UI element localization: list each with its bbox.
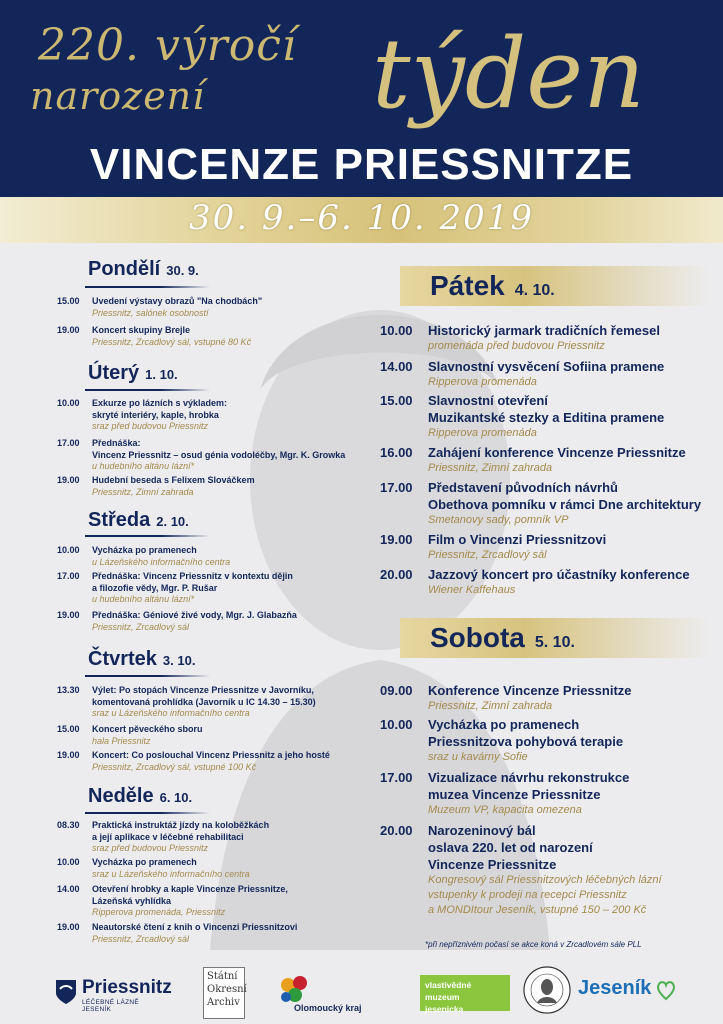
- event-title: Vincenz Priessnitz – osud génia vodoléčby, Mgr. K. Growka: [92, 449, 346, 460]
- event-title: Obethova pomníku v rámci Dne architektury: [428, 497, 702, 512]
- event-body: [92, 857, 250, 880]
- jesenik-heart-icon: [656, 979, 676, 1001]
- day-underline: [85, 812, 210, 814]
- museum-logo-line2: jesenicka: [425, 1004, 464, 1014]
- event-place: Priessnitz, Zrcadlový sál: [92, 621, 190, 632]
- event-time: 19.00: [57, 475, 80, 485]
- event-title: Slavnostní otevření: [428, 393, 548, 408]
- event-title: Otevření hrobky a kaple Vincenze Priessnitze,: [92, 884, 288, 894]
- big-day-date: 5. 10.: [534, 634, 575, 651]
- event-time: 15.00: [57, 296, 80, 306]
- day-date: 3. 10.: [162, 653, 196, 668]
- event-body: [92, 685, 316, 720]
- event-time: 20.00: [380, 567, 413, 582]
- event-title: Vycházka po pramenech: [428, 717, 580, 732]
- day-header: [88, 648, 195, 671]
- day-date: 1. 10.: [145, 367, 178, 382]
- event-body: [92, 438, 345, 473]
- event-time: 16.00: [380, 445, 413, 460]
- event-body: [92, 820, 269, 855]
- event-title: Hudební beseda s Felixem Slováčkem: [92, 475, 255, 485]
- day-name: Úterý: [88, 362, 140, 384]
- event-place: Priessnitz, Zimní zahrada: [428, 700, 553, 712]
- event-place: sraz před budovou Priessnitz: [92, 421, 209, 431]
- page-title: VINCENZE PRIESSNITZE: [89, 140, 634, 189]
- event-time: 19.00: [57, 750, 80, 760]
- event-place: u hudebního altánu lázní*: [92, 461, 195, 471]
- event-title: Přednáška: Vincenz Priessnitz v kontextu dějin: [92, 571, 293, 581]
- archive-logo: [203, 967, 245, 1019]
- event-body: [428, 479, 701, 528]
- event-body: [428, 769, 629, 818]
- event-time: 20.00: [380, 823, 413, 838]
- event-title: Film o Vincenzi Priessnitzovi: [428, 532, 607, 547]
- event-place: vstupenky k prodeji na recepci Priessnitz: [428, 889, 627, 901]
- archive-logo-line2: Okresní: [207, 984, 247, 995]
- event-time: 14.00: [57, 884, 80, 894]
- event-place: Priessnitz, Zrcadlový sál: [92, 933, 190, 944]
- big-day-name: Sobota: [430, 622, 525, 653]
- day-header: [88, 258, 199, 281]
- event-place: Priessnitz, Zrcadlový sál: [428, 549, 547, 561]
- event-time: 10.00: [57, 398, 80, 408]
- priessnitz-shield-icon: [55, 979, 77, 1005]
- event-time: 19.00: [57, 922, 80, 932]
- event-place: Kongresový sál Priessnitzových léčebných lázní: [428, 874, 662, 886]
- event-place: Priessnitz, Zrcadlový sál, vstupné 100 Kč: [92, 761, 257, 772]
- priessnitz-logo: [55, 977, 170, 1017]
- event-title: Priessnitzova pohybová terapie: [428, 734, 624, 749]
- event-time: 10.00: [380, 717, 413, 732]
- big-day-header: [400, 266, 710, 306]
- event-body: [428, 358, 664, 390]
- event-place: Wiener Kaffehaus: [428, 584, 516, 596]
- event-place: a MONDItour Jeseník, vstupné 150 – 200 Kč: [428, 904, 647, 916]
- day-header: [88, 785, 192, 808]
- event-title: komentovaná prohlídka (Javorník u IC 14.30 – 15.30): [92, 696, 316, 707]
- event-title: Koncert: Co poslouchal Vincenz Priessnitz a jeho hosté: [92, 750, 330, 760]
- day-date: 30. 9.: [166, 263, 199, 278]
- event-title: Historický jarmark tradičních řemesel: [428, 323, 660, 338]
- event-body: [92, 296, 262, 319]
- event-place: Ripperova promenáda: [428, 376, 537, 388]
- event-body: [92, 571, 293, 606]
- event-body: [92, 750, 330, 773]
- day-underline: [85, 286, 210, 288]
- event-title: Vizualizace návrhu rekonstrukce: [428, 770, 630, 785]
- olomoucky-kraj-logo: [278, 975, 378, 1015]
- event-body: [428, 444, 686, 476]
- event-title: Zahájení konference Vincenze Priessnitze: [428, 445, 686, 460]
- header-birth-line: narození: [30, 74, 206, 118]
- event-place: sraz u Lázeňského informačního centra: [92, 868, 250, 879]
- event-title: skryté interiéry, kaple, hrobka: [92, 409, 219, 420]
- event-title: Slavnostní vysvěcení Sofiina pramene: [428, 359, 665, 374]
- event-time: 15.00: [380, 393, 413, 408]
- event-time: 10.00: [380, 323, 413, 338]
- event-body: [428, 322, 660, 354]
- event-body: [428, 682, 632, 714]
- event-body: [428, 531, 606, 563]
- partner-logos: [0, 955, 723, 1024]
- event-body: [92, 922, 297, 945]
- event-body: [92, 475, 255, 498]
- event-title: Přednáška:: [92, 438, 141, 448]
- jesenik-logo-name: Jeseník: [578, 977, 652, 999]
- day-underline: [85, 535, 210, 537]
- event-body: [428, 822, 662, 918]
- priessnitz-logo-subtitle: LÉČEBNÉ LÁZNĚ JESENÍK: [82, 999, 140, 1013]
- event-body: [92, 610, 297, 633]
- event-title: Koncert skupiny Brejle: [92, 325, 191, 335]
- event-title: Koncert pěveckého sboru: [92, 724, 203, 734]
- event-place: sraz před budovou Priessnitz: [92, 843, 209, 853]
- event-title: Vycházka po pramenech: [92, 857, 197, 867]
- event-title: Vycházka po pramenech: [92, 545, 197, 555]
- archive-logo-line1: Státní: [207, 971, 238, 982]
- event-title: Exkurze po lázních s výkladem:: [92, 398, 228, 408]
- event-place: u hudebního altánu lázní*: [92, 594, 195, 604]
- event-time: 09.00: [380, 683, 413, 698]
- event-body: [92, 724, 203, 747]
- olomoucky-kraj-name: Olomoucký kraj: [294, 1003, 362, 1013]
- day-date: 2. 10.: [156, 514, 189, 529]
- event-title: Výlet: Po stopách Vincenze Priessnitze v Javorníku,: [92, 685, 314, 695]
- event-place: sraz u kavárny Sofie: [428, 751, 528, 763]
- event-title: a filozofie vědy, Mgr. P. Rušar: [92, 582, 218, 593]
- event-place: Priessnitz, Zimní zahrada: [428, 462, 553, 474]
- event-time: 19.00: [380, 532, 413, 547]
- event-title: Neautorské čtení z knih o Vincenzi Priessnitzovi: [92, 922, 298, 932]
- event-title: Lázeňská vyhlídka: [92, 895, 172, 906]
- archive-logo-line3: Archiv: [207, 997, 240, 1008]
- event-place: hala Priessnitz: [92, 735, 151, 746]
- event-title: muzea Vincenze Priessnitze: [428, 787, 601, 802]
- museum-logo: [420, 975, 510, 1014]
- priessnitz-logo-name: Priessnitz: [82, 977, 172, 998]
- day-header: [88, 362, 178, 385]
- day-header: [88, 509, 189, 532]
- event-place: Smetanovy sady, pomník VP: [428, 514, 569, 526]
- event-place: Muzeum VP, kapacita omezena: [428, 804, 582, 816]
- day-name: Čtvrtek: [88, 648, 157, 670]
- friends-society-seal: [522, 965, 572, 1015]
- event-time: 19.00: [57, 610, 80, 620]
- event-place: Ripperova promenáda, Priessnitz: [92, 907, 226, 917]
- event-title: Vincenze Priessnitze: [428, 857, 557, 872]
- day-name: Neděle: [88, 785, 154, 807]
- event-body: [92, 398, 227, 433]
- event-place: u Lázeňského informačního centra: [92, 556, 231, 567]
- day-underline: [85, 675, 210, 677]
- event-title: Praktická instruktáž jízdy na koloběžkách: [92, 820, 270, 830]
- event-time: 08.30: [57, 820, 80, 830]
- day-underline: [85, 389, 210, 391]
- event-time: 17.00: [57, 438, 80, 448]
- museum-logo-line1: vlastivědné muzeum: [425, 980, 472, 1002]
- event-title: Jazzový koncert pro účastníky konference: [428, 567, 690, 582]
- event-time: 13.30: [57, 685, 80, 695]
- event-title: Přednáška: Géniové živé vody, Mgr. J. Glabazňa: [92, 610, 297, 620]
- event-place: Priessnitz, Zimní zahrada: [92, 486, 194, 497]
- event-time: 19.00: [57, 325, 80, 335]
- event-body: [428, 392, 664, 441]
- event-title: Představení původních návrhů: [428, 480, 618, 495]
- event-title: Konference Vincenze Priessnitze: [428, 683, 632, 698]
- event-time: 10.00: [57, 545, 80, 555]
- date-range: 30. 9.–6. 10. 2019: [189, 198, 534, 238]
- day-name: Středa: [88, 509, 151, 531]
- event-time: 17.00: [380, 770, 413, 785]
- olomoucky-flower-icon: [278, 975, 312, 1005]
- header-week-word: týden: [372, 18, 645, 130]
- event-time: 17.00: [380, 480, 413, 495]
- event-title: oslava 220. let od narození: [428, 840, 593, 855]
- day-date: 6. 10.: [159, 790, 193, 805]
- event-time: 15.00: [57, 724, 80, 734]
- event-title: Narozeninový bál: [428, 823, 536, 838]
- event-place: promenáda před budovou Priessnitz: [428, 340, 605, 352]
- jesenik-logo: [578, 977, 678, 1007]
- weather-note: *při nepříznivém počasí se akce koná v Zrcadlovém sále PLL: [425, 940, 642, 949]
- event-title: a její aplikace v léčebné rehabilitaci: [92, 831, 244, 842]
- event-time: 17.00: [57, 571, 80, 581]
- event-place: Priessnitz, Zrcadlový sál, vstupné 80 Kč: [92, 336, 252, 347]
- event-body: [92, 325, 251, 348]
- event-body: [92, 545, 230, 568]
- event-body: [92, 884, 288, 919]
- event-title: Uvedení výstavy obrazů "Na chodbách": [92, 296, 263, 306]
- header-anniversary-line: 220. výročí: [38, 20, 297, 71]
- event-time: 10.00: [57, 857, 80, 867]
- event-body: [428, 716, 623, 765]
- event-place: Priessnitz, salónek osobností: [92, 307, 209, 318]
- event-title: Muzikantské stezky a Editina pramene: [428, 410, 665, 425]
- event-place: sraz u Lázeňského informačního centra: [92, 708, 250, 718]
- event-body: [428, 566, 690, 598]
- day-name: Pondělí: [88, 258, 161, 280]
- event-place: Ripperova promenáda: [428, 427, 537, 439]
- big-day-name: Pátek: [430, 270, 505, 301]
- big-day-date: 4. 10.: [514, 282, 555, 299]
- event-time: 14.00: [380, 359, 413, 374]
- seal-portrait-icon: [522, 965, 572, 1015]
- big-day-header: [400, 618, 710, 658]
